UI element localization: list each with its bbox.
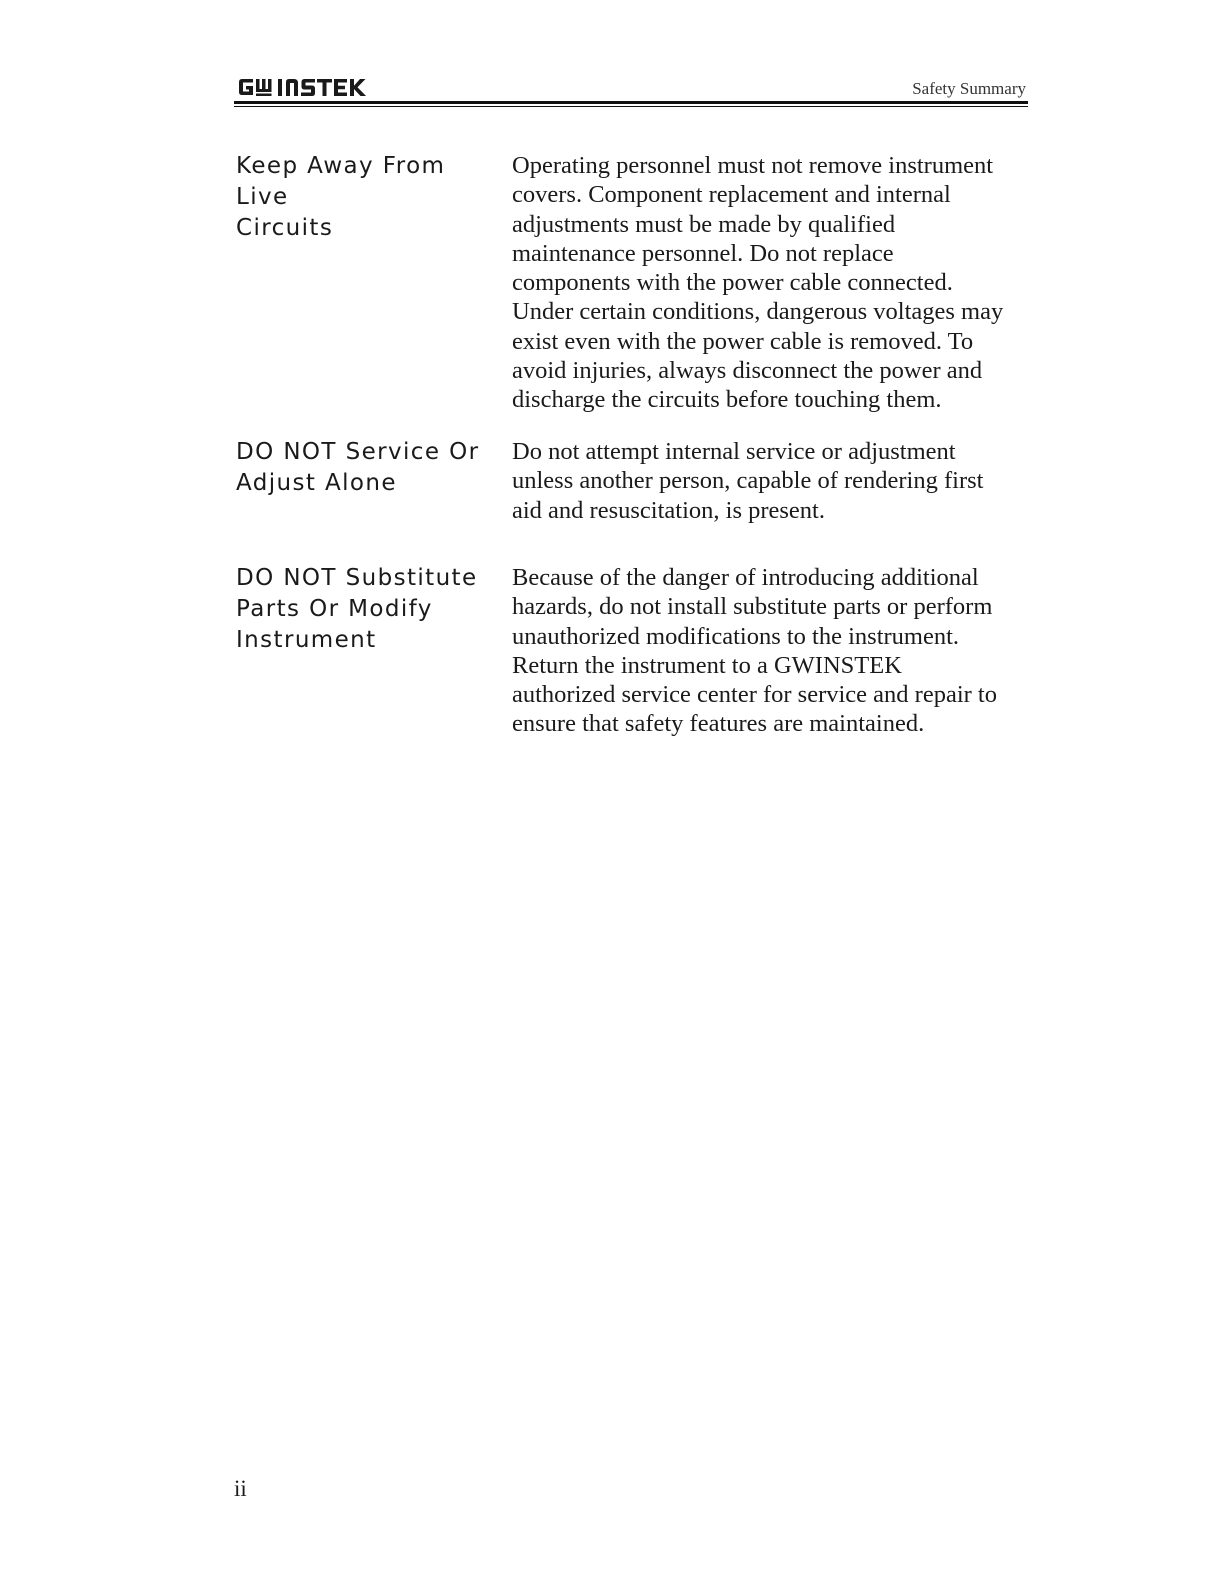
entry-text: Because of the danger of introducing additional hazards, do not install substitute parts or perform unauthorized modifications to the instrument. Return the instrument to a GWINSTEK authorized service center for service and repair to ensure that safety features are maintained. (512, 564, 997, 738)
header-rule (234, 101, 1028, 104)
page-number: ii (234, 1476, 247, 1501)
section-title: Safety Summary (912, 79, 1026, 98)
header-rule-thin (234, 106, 1028, 107)
entry-text: Do not attempt internal service or adjustment unless another person, capable of rendering first aid and resuscitation, is present. (512, 438, 984, 524)
entry-label: DO NOT Service Or Adjust Alone (236, 439, 480, 496)
gw-instek-logo (236, 75, 376, 99)
entry-label: DO NOT Substitute Parts Or Modify Instrument (236, 565, 478, 653)
page-header (234, 70, 1028, 110)
entry-text: Operating personnel must not remove instrument covers. Component replacement and internal adjustments must be made by qualified maintenance personnel. Do not replace components with the power cable connected. Under certain conditions, dangerous voltages may exist even with the power cable is removed. To avoid injuries, always disconnect the power and discharge the circuits before touching them. (512, 152, 1004, 414)
entry-label: Keep Away From Live Circuits (236, 153, 446, 241)
